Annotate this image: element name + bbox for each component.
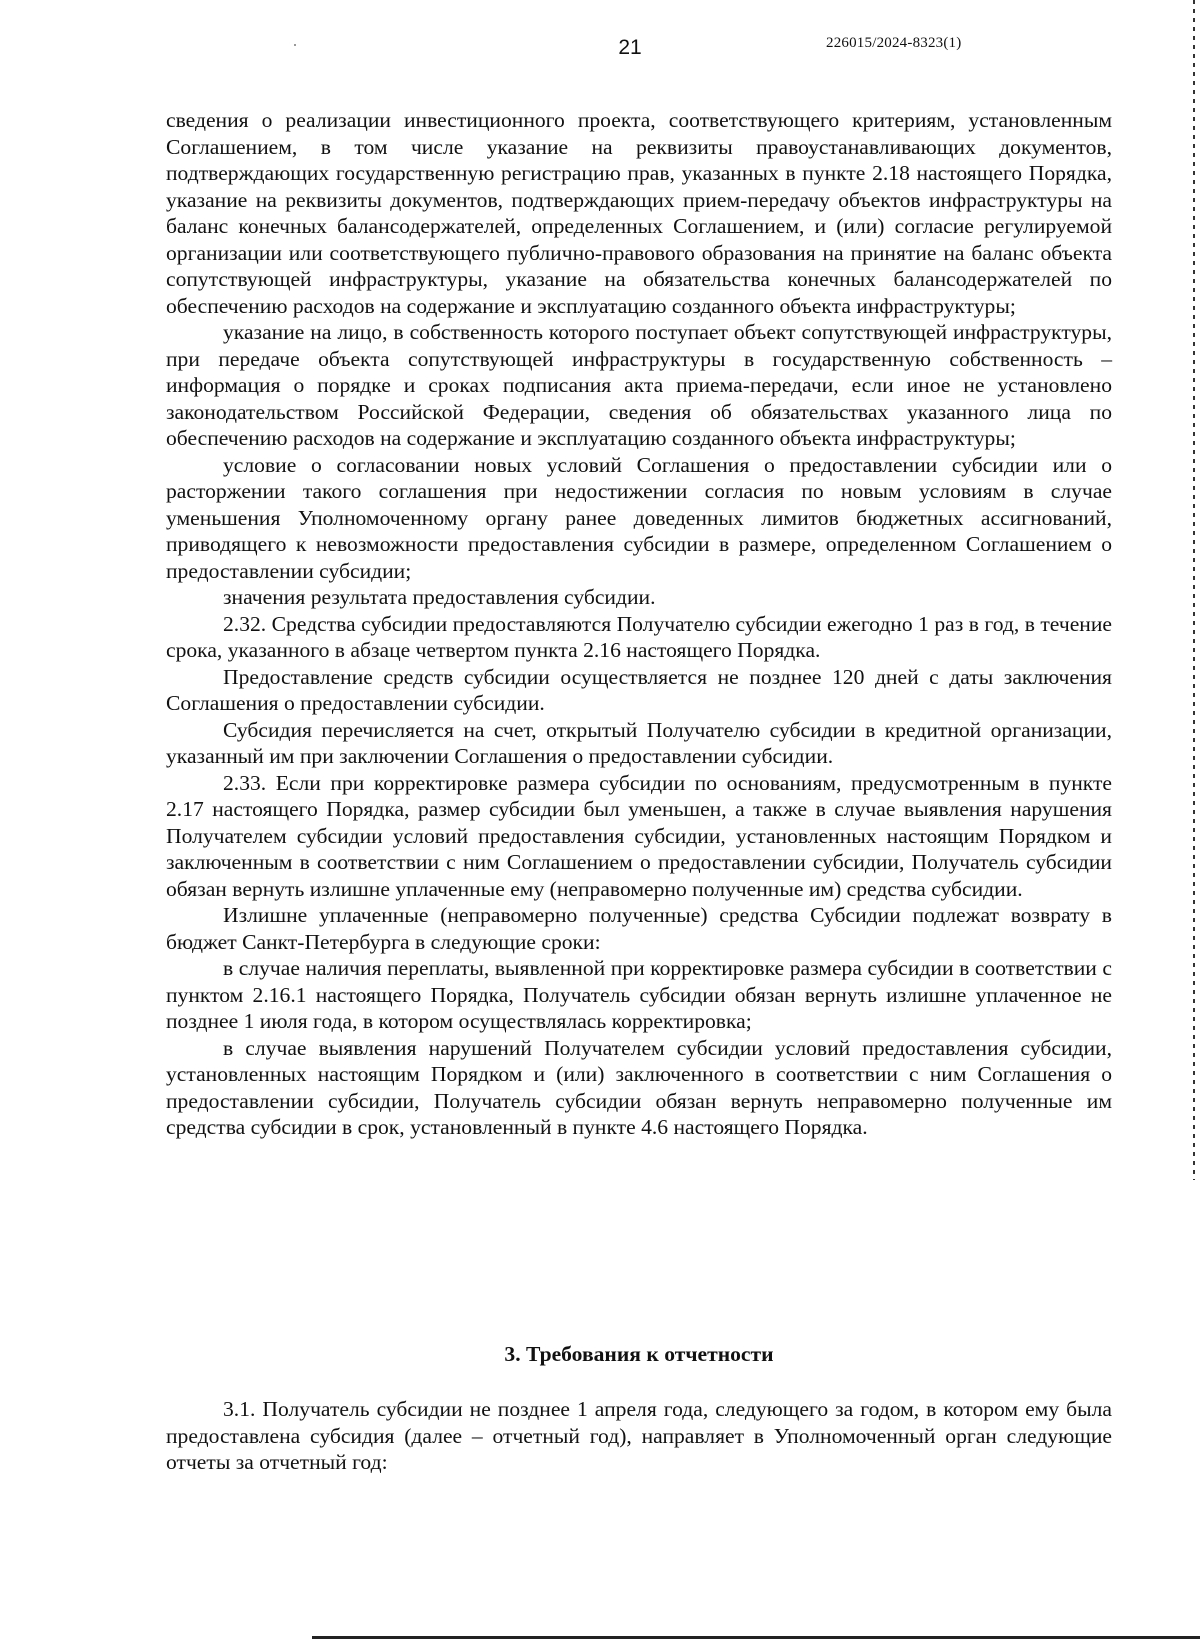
paragraph-2-33: 2.33. Если при корректировке размера субсидии по основаниям, предусмотренным в пункте 2.17 настоящего Порядка, размер субсидии был уменьшен, а также в случае выявления нарушения Получателем субсидии условий предоставления субсидии, установленных настоящим Порядком и заключенным в соответствии с ним Соглашением о предоставлении субсидии, Получатель субсидии обязан вернуть излишне уплаченные ему (неправомерно полученные им) средства субсидии. <box>166 770 1112 901</box>
paragraph-violation-case: в случае выявления нарушений Получателем субсидии условий предоставления субсидии, установленных настоящим Порядком и (или) заключенного в соответствии с ним Соглашения о предоставлении субсидии, Получатель субсидии обязан вернуть неправомерно полученные им средства субсидии в срок, установленный в пункте 4.6 настоящего Порядка. <box>166 1035 1112 1139</box>
section-3-heading: 3. Требования к отчетности <box>504 1342 774 1366</box>
scan-edge-bottom <box>312 1636 1200 1639</box>
paragraph-provision-term: Предоставление средств субсидии осуществляется не позднее 120 дней с даты заключения Соглашения о предоставлении субсидии. <box>166 664 1112 715</box>
scan-speck <box>294 44 296 46</box>
paragraph-result-values: значения результата предоставления субсидии. <box>223 585 656 609</box>
paragraph-agreement-condition: условие о согласовании новых условий Соглашения о предоставлении субсидии или о расторжении такого соглашения при недостижении согласия по новым условиям в случае уменьшения Уполномоченному органу ранее доведенных лимитов бюджетных ассигнований, приводящего к невозможности предоставления субсидии в размере, определенном Соглашением о предоставлении субсидии; <box>166 452 1112 583</box>
paragraph-overpayment-case: в случае наличия переплаты, выявленной при корректировке размера субсидии в соответствии с пунктом 2.16.1 настоящего Порядка, Получатель субсидии обязан вернуть излишне уплаченное не позднее 1 июля года, в котором осуществлялась корректировка; <box>166 956 1112 1033</box>
paragraph-return-terms: Излишне уплаченные (неправомерно полученные) средства Субсидии подлежат возврату в бюджет Санкт-Петербурга в следующие сроки: <box>166 903 1112 954</box>
paragraph-3-1: 3.1. Получатель субсидии не позднее 1 апреля года, следующего за годом, в котором ему была предоставлена субсидия (далее – отчетный год), направляет в Уполномоченный орган следующие отчеты за отчетный год: <box>166 1397 1112 1474</box>
section-3-body <box>166 1396 1112 1476</box>
paragraph-transfer-account: Субсидия перечисляется на счет, открытый Получателю субсидии в кредитной организации, указанный им при заключении Соглашения о предоставлении субсидии. <box>166 717 1112 768</box>
scan-edge-right <box>1193 0 1195 1180</box>
paragraph-2-32: 2.32. Средства субсидии предоставляются Получателю субсидии ежегодно 1 раз в год, в течение срока, указанного в абзаце четвертом пункта 2.16 настоящего Порядка. <box>166 611 1112 662</box>
paragraph-owner-indication: указание на лицо, в собственность которого поступает объект сопутствующей инфраструктуры, при передаче объекта сопутствующей инфраструктуры в государственную собственность – информация о порядке и сроках подписания акта приема-передачи, если иное не установлено законодательством Российской Федерации, сведения об обязательствах указанного лица по обеспечению расходов на содержание и эксплуатацию созданного объекта инфраструктуры; <box>166 320 1112 450</box>
page-number: 21 <box>618 36 642 59</box>
paragraph-investment-project-info: сведения о реализации инвестиционного проекта, соответствующего критериям, установленным Соглашением, в том числе указание на реквизиты правоустанавливающих документов, подтверждающих государственную регистрацию прав, указанных в пункте 2.18 настоящего Порядка, указание на реквизиты документов, подтверждающих прием-передачу объектов инфраструктуры на баланс конечных балансодержателей, определенных Соглашением, и (или) согласие регулируемой организации или соответствующего публично-правового образования на принятие на баланс объекта сопутствующей инфраструктуры, указание на обязательства конечных балансодержателей по обеспечению расходов на содержание и эксплуатацию созданного объекта инфраструктуры; <box>166 108 1112 318</box>
document-id: 226015/2024-8323(1) <box>826 35 962 51</box>
section-2-body <box>166 107 1112 1141</box>
